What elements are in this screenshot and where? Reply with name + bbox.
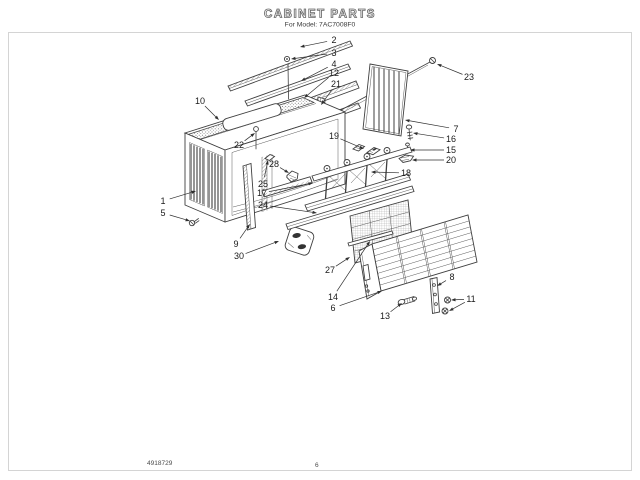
callout-12: 12 [328,68,340,78]
callout-arrow-3 [291,57,296,60]
callout-3: 3 [331,48,337,58]
part-screw-16 [406,125,413,140]
callout-5: 5 [160,208,166,218]
callout-arrow-2 [300,45,305,48]
callout-28: 28 [268,159,280,169]
footer-page-number: 6 [315,462,319,469]
part-clip-20 [399,155,414,163]
callout-6: 6 [330,303,336,313]
callout-arrow-23 [437,64,442,67]
part-bracket-8 [430,278,440,314]
callout-11: 11 [466,294,476,304]
callout-leader-9 [240,228,247,239]
callout-23: 23 [463,72,475,82]
callout-leader-13 [391,306,399,312]
callout-arrow-7 [405,119,410,122]
part-cord-bracket-30 [284,226,315,257]
callout-arrow-5 [185,218,190,221]
callout-21: 21 [330,79,342,89]
footer-doc-number: 4918729 [147,460,173,467]
callout-24: 24 [257,200,269,210]
callout-arrow-30 [274,241,279,244]
callout-19: 19 [328,131,340,141]
callout-leader-7 [409,121,449,128]
callout-arrow-20 [412,158,417,161]
callout-leader-5 [170,215,186,220]
callout-arrow-24 [312,211,317,214]
callout-7: 7 [453,124,459,134]
callout-13: 13 [379,311,391,321]
callout-leader-30 [246,243,275,254]
callout-16: 16 [445,134,457,144]
callout-18: 18 [400,168,412,178]
page-subtitle: For Model: 7AC7008F0 [284,21,356,29]
callout-30: 30 [233,251,245,261]
callout-27: 27 [324,265,336,275]
callout-leader-6 [340,292,378,305]
callout-arrow-18 [371,171,376,174]
callout-25: 25 [257,179,269,189]
callout-arrow-16 [413,132,418,135]
callout-leader-23 [441,66,462,75]
callout-15: 15 [445,145,457,155]
callout-leader-10 [205,106,216,117]
callout-arrow-11 [449,307,454,311]
callout-arrow-6 [377,291,382,294]
callout-9: 9 [233,239,239,249]
callout-arrow-11 [451,298,456,301]
callout-20: 20 [445,155,457,165]
callout-10: 10 [194,96,206,106]
callout-17: 17 [256,188,268,198]
callout-2: 2 [331,35,337,45]
callout-1: 1 [160,196,166,206]
part-screw-5 [189,219,199,226]
callout-22: 22 [233,140,245,150]
callout-leader-2 [304,41,327,46]
callout-leader-16 [417,134,444,138]
callout-arrow-27 [345,257,350,261]
callout-8: 8 [449,272,455,282]
page-title: CABINET PARTS [264,8,376,21]
callout-leader-8 [441,281,446,284]
callout-4: 4 [331,59,337,69]
callout-leader-11 [453,302,465,308]
part-shutter-7 [363,64,408,136]
callout-leader-27 [336,259,346,266]
callout-14: 14 [327,292,339,302]
part-screws-11 [442,297,451,314]
